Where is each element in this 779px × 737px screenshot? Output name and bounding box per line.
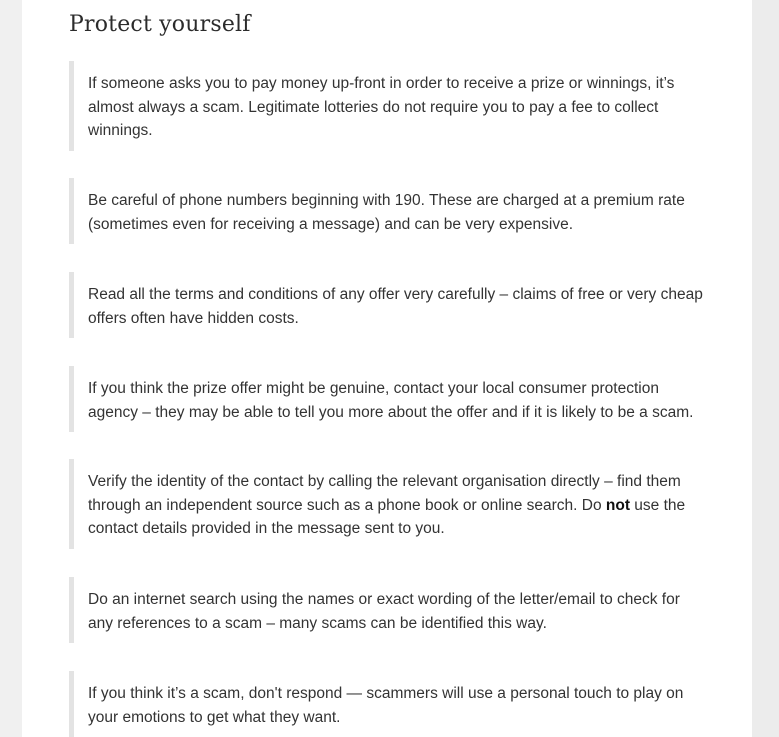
content-panel [22,0,752,737]
tip-text-emphasis: not [605,496,630,514]
tip-terms-conditions [69,272,709,338]
tip-text: If you think it’s a scam, don't respond — scammers will use a personal touch to play on your emotions to get what they want. [88,685,684,726]
tip-text-end: use the contact details provided in the message sent to you. [88,496,686,537]
page-title: Protect yourself [69,12,251,37]
tip-text-start: Verify the identity of the contact by calling the relevant organisation directly – find them through an independent source such as a phone book or online search. Do [88,473,681,514]
tip-text: Read all the terms and conditions of any offer very carefully – claims of free or very cheap offers often have hidden costs. [88,286,703,327]
tip-verify-contact [69,459,709,549]
tip-text: If you think the prize offer might be genuine, contact your local consumer protection agency – they may be able to tell you more about the offer and if it is likely to be a scam. [88,380,694,421]
tip-consumer-agency [69,366,709,432]
tip-text: If someone asks you to pay money up-front in order to receive a prize or winnings, it’s almost always a scam. Legitimate lotteries do not require you to pay a fee to collect winnings. [88,75,675,139]
tip-premium-numbers [69,178,709,244]
page-side-gutter [752,0,779,737]
tip-dont-respond [69,671,709,737]
tip-internet-search [69,577,709,643]
tip-text: Do an internet search using the names or exact wording of the letter/email to check for any references to a scam – many scams can be identified this way. [88,591,680,632]
tip-text [88,459,709,549]
tip-upfront-payment [69,61,709,151]
tip-text: Be careful of phone numbers beginning with 190. These are charged at a premium rate (sometimes even for receiving a message) and can be very expensive. [88,192,685,233]
